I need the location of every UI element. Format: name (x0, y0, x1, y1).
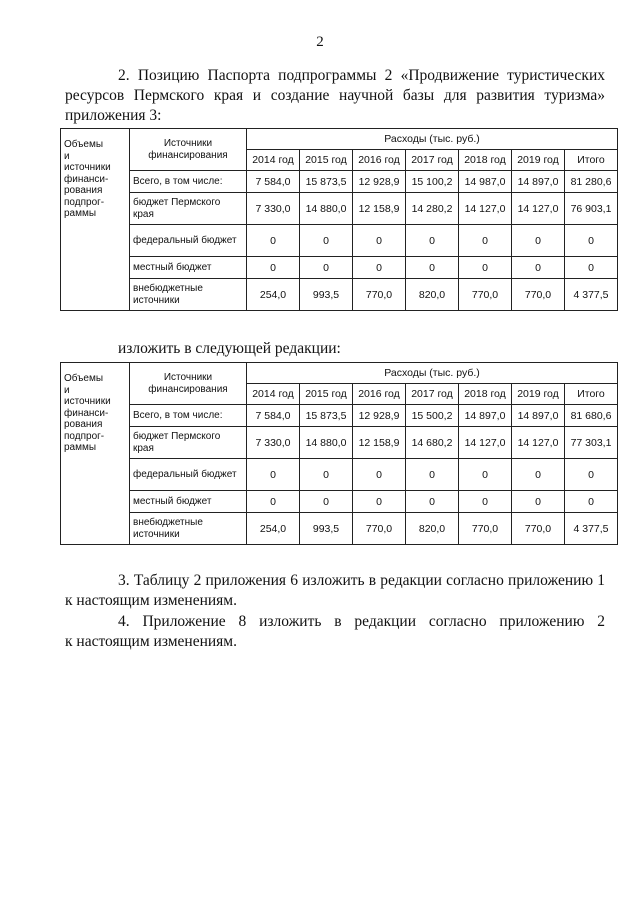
table-cell: 254,0 (247, 279, 300, 311)
source-label: внебюджетные источники (130, 279, 247, 311)
table-cell: 0 (353, 257, 406, 279)
financing-table-new (60, 362, 618, 545)
table-cell: 0 (459, 459, 512, 491)
source-label: Всего, в том числе: (130, 171, 247, 193)
table-cell: 0 (300, 459, 353, 491)
table-cell: 14 127,0 (459, 193, 512, 225)
table-cell: 0 (512, 491, 565, 513)
table-cell: 770,0 (459, 279, 512, 311)
table-label-line: рования (64, 419, 103, 430)
table-cell: 7 330,0 (247, 427, 300, 459)
table-cell: 77 303,1 (565, 427, 618, 459)
table-label-line: источники (64, 162, 111, 173)
table-cell: 993,5 (300, 279, 353, 311)
source-label: федеральный бюджет (130, 225, 247, 257)
table-cell: 0 (459, 225, 512, 257)
table-label-line: подпрог- (64, 196, 105, 208)
table-label-line: финанси- (64, 407, 109, 419)
table-cell: 4 377,5 (565, 279, 618, 311)
table-cell: 14 897,0 (512, 405, 565, 427)
after-text: изложить в следующей редакции: (118, 340, 341, 357)
table-cell: 14 880,0 (300, 427, 353, 459)
intro-paragraph (65, 66, 605, 126)
table-cell: 7 584,0 (247, 405, 300, 427)
intro-line-1: 2. Позицию Паспорта подпрограммы 2 «Продвижение туристических (118, 67, 605, 84)
item-4-paragraph (65, 612, 605, 652)
table-cell: 0 (565, 225, 618, 257)
expenses-header: Расходы (тыс. руб.) (247, 129, 618, 150)
table-cell: 12 928,9 (353, 171, 406, 193)
table-cell: 15 100,2 (406, 171, 459, 193)
year-header: 2015 год (300, 150, 353, 171)
table-cell: 0 (512, 459, 565, 491)
expenses-header: Расходы (тыс. руб.) (247, 363, 618, 384)
table-label-line: финанси- (64, 173, 109, 185)
table-cell: 14 897,0 (459, 405, 512, 427)
source-label: бюджет Пермского края (130, 193, 247, 225)
table-cell: 0 (353, 225, 406, 257)
year-header: 2018 год (459, 150, 512, 171)
source-label: Всего, в том числе: (130, 405, 247, 427)
year-header: 2015 год (300, 384, 353, 405)
table-cell: 4 377,5 (565, 513, 618, 545)
year-header: 2016 год (353, 150, 406, 171)
table-cell: 0 (406, 225, 459, 257)
table-cell: 820,0 (406, 279, 459, 311)
table-cell: 7 330,0 (247, 193, 300, 225)
year-header: 2014 год (247, 384, 300, 405)
year-header: Итого (565, 150, 618, 171)
year-header: 2019 год (512, 384, 565, 405)
year-header: 2019 год (512, 150, 565, 171)
table-cell: 0 (459, 491, 512, 513)
table-cell: 15 873,5 (300, 405, 353, 427)
year-header: 2016 год (353, 384, 406, 405)
table-cell: 0 (247, 225, 300, 257)
item-4-line-2: к настоящим изменениям. (65, 633, 237, 650)
table-cell: 15 500,2 (406, 405, 459, 427)
table-cell: 0 (247, 257, 300, 279)
table-label-line: раммы (64, 208, 97, 219)
year-header: Итого (565, 384, 618, 405)
table-cell: 770,0 (459, 513, 512, 545)
item-3-line-2: к настоящим изменениям. (65, 592, 237, 609)
table-cell: 0 (247, 491, 300, 513)
intro-line-3: приложения 3: (65, 107, 162, 124)
table-label (61, 129, 130, 311)
year-header: 2018 год (459, 384, 512, 405)
source-label: местный бюджет (130, 491, 247, 513)
table-cell: 770,0 (512, 513, 565, 545)
table-cell: 14 127,0 (459, 427, 512, 459)
source-label: бюджет Пермского края (130, 427, 247, 459)
table-cell: 12 158,9 (353, 193, 406, 225)
table-cell: 254,0 (247, 513, 300, 545)
year-header: 2017 год (406, 150, 459, 171)
table-cell: 14 680,2 (406, 427, 459, 459)
table-cell: 0 (565, 459, 618, 491)
table-cell: 14 897,0 (512, 171, 565, 193)
table-cell: 0 (353, 491, 406, 513)
table-cell: 81 280,6 (565, 171, 618, 193)
table-cell: 0 (512, 257, 565, 279)
page-number: 2 (316, 34, 324, 50)
table-cell: 0 (406, 491, 459, 513)
table-cell: 7 584,0 (247, 171, 300, 193)
table-label-line: Объемы (64, 139, 104, 150)
table-cell: 820,0 (406, 513, 459, 545)
table-cell: 14 127,0 (512, 193, 565, 225)
table-cell: 14 880,0 (300, 193, 353, 225)
financing-table-old (60, 128, 618, 311)
item-3-paragraph (65, 571, 605, 611)
table-cell: 770,0 (512, 279, 565, 311)
source-label: внебюджетные источники (130, 513, 247, 545)
table-label-line: рования (64, 185, 103, 196)
table-label-line: раммы (64, 442, 97, 453)
item-4-line-1: 4. Приложение 8 изложить в редакции согласно приложению 2 (118, 613, 605, 630)
table-cell: 0 (300, 257, 353, 279)
table-cell: 0 (300, 225, 353, 257)
table-label (61, 363, 130, 545)
table-cell: 0 (300, 491, 353, 513)
table-cell: 14 280,2 (406, 193, 459, 225)
table-cell: 0 (406, 257, 459, 279)
table-cell: 0 (512, 225, 565, 257)
table-cell: 15 873,5 (300, 171, 353, 193)
year-header: 2017 год (406, 384, 459, 405)
sources-header: Источники финансирования (130, 129, 247, 171)
source-label: местный бюджет (130, 257, 247, 279)
table-cell: 14 127,0 (512, 427, 565, 459)
table-cell: 770,0 (353, 279, 406, 311)
intro-line-2: ресурсов Пермского края и создание научной базы для развития туризма» (65, 87, 605, 104)
sources-header: Источники финансирования (130, 363, 247, 405)
table-cell: 0 (565, 491, 618, 513)
table-label-line: Объемы (64, 373, 104, 384)
table-label-line: и (64, 150, 70, 162)
table-cell: 0 (459, 257, 512, 279)
table-label-line: и (64, 384, 70, 396)
source-label: федеральный бюджет (130, 459, 247, 491)
table-cell: 0 (353, 459, 406, 491)
table-cell: 0 (247, 459, 300, 491)
table-cell: 770,0 (353, 513, 406, 545)
table-cell: 993,5 (300, 513, 353, 545)
year-header: 2014 год (247, 150, 300, 171)
table-cell: 81 680,6 (565, 405, 618, 427)
table-cell: 14 987,0 (459, 171, 512, 193)
item-3-line-1: 3. Таблицу 2 приложения 6 изложить в редакции согласно приложению 1 (118, 572, 605, 589)
table-cell: 76 903,1 (565, 193, 618, 225)
table-cell: 0 (565, 257, 618, 279)
table-cell: 12 158,9 (353, 427, 406, 459)
table-cell: 0 (406, 459, 459, 491)
table-label-line: подпрог- (64, 430, 105, 442)
table-label-line: источники (64, 396, 111, 407)
table-cell: 12 928,9 (353, 405, 406, 427)
